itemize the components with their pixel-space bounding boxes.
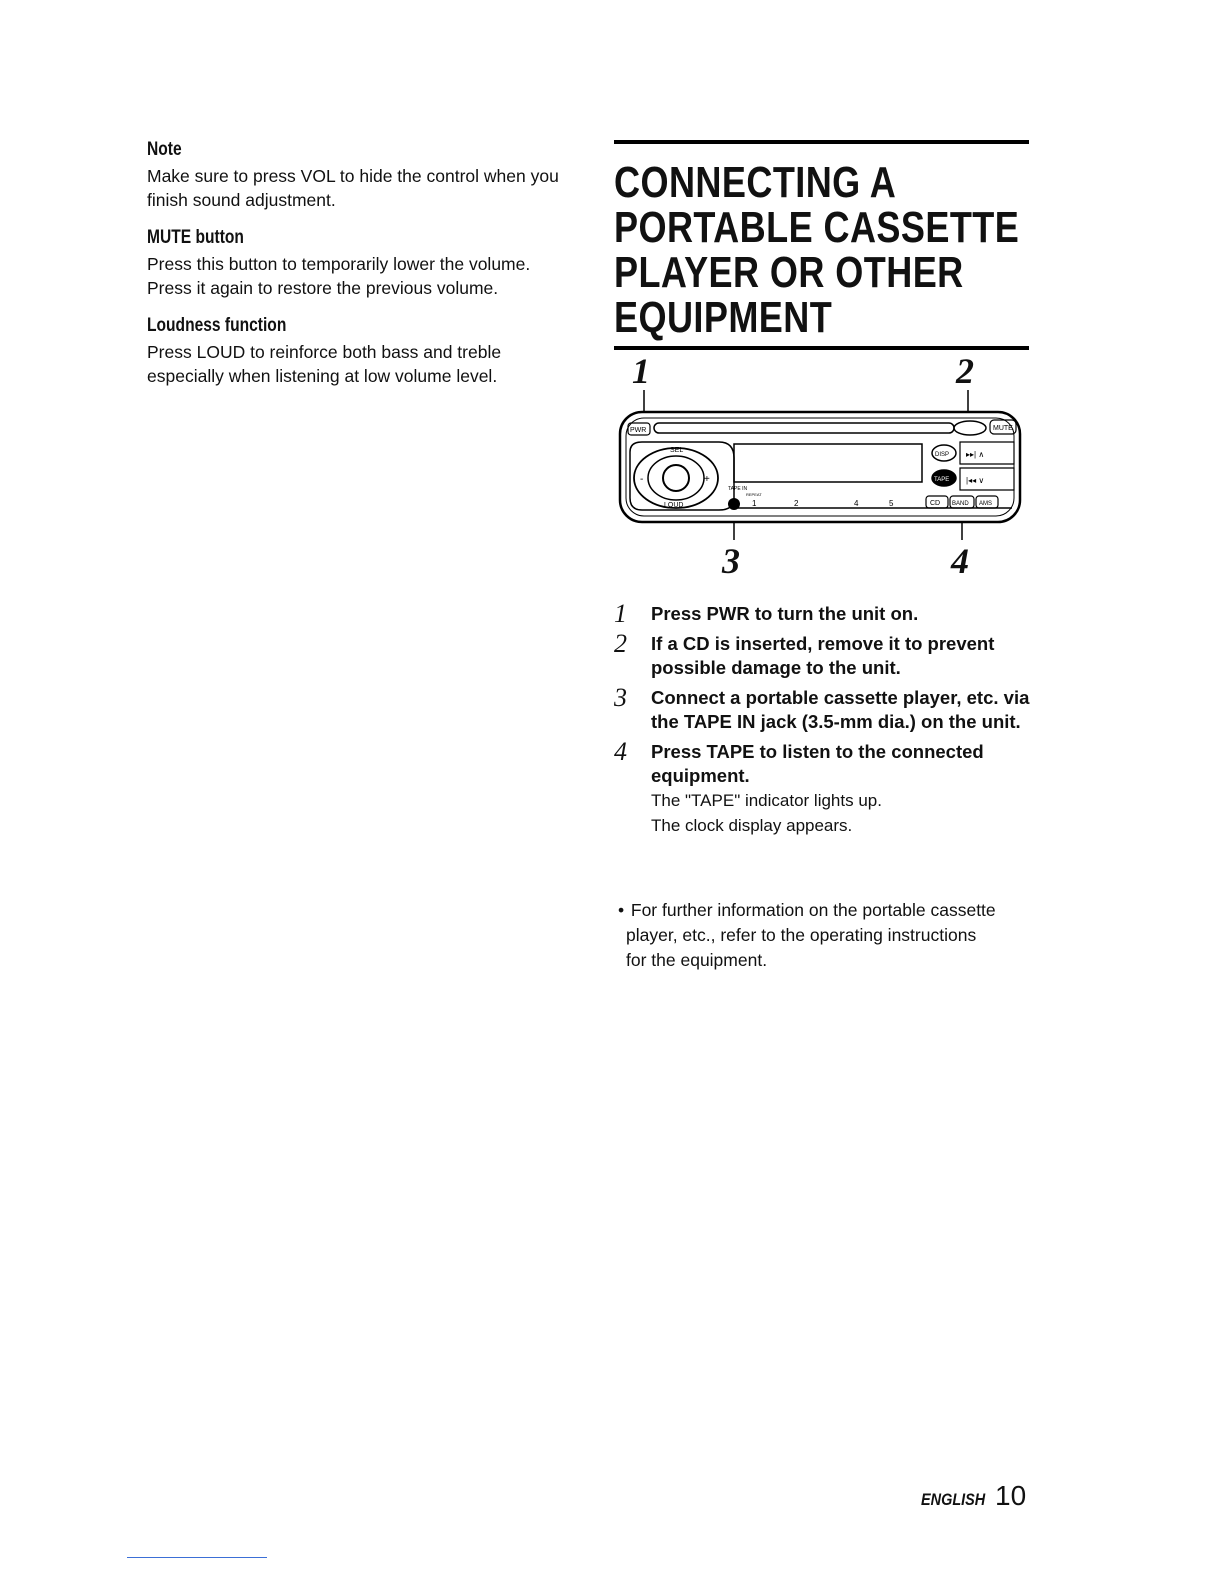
svg-text:-: - — [640, 474, 644, 485]
callout-2: 2 — [956, 351, 974, 391]
note-body: Make sure to press VOL to hide the control when you finish sound adjustment. — [147, 166, 559, 210]
steps-list — [614, 599, 1034, 838]
step-4-detail-2: The clock display appears. — [651, 816, 853, 835]
step-text: Press PWR to turn the unit on. — [651, 603, 919, 624]
svg-text:+: + — [704, 474, 710, 485]
step-number: 1 — [614, 599, 627, 628]
svg-text:▸▸| ∧: ▸▸| ∧ — [966, 450, 985, 459]
left-column — [147, 138, 567, 402]
callout-1: 1 — [632, 351, 650, 391]
note-line-3: for the equipment. — [626, 950, 768, 970]
step-item — [614, 737, 1034, 788]
step-text: Press TAPE to listen to the connected equipment. — [651, 741, 984, 786]
loudness-body: Press LOUD to reinforce both bass and treble especially when listening at low volume level. — [147, 342, 502, 386]
pwr-label: PWR — [630, 427, 647, 434]
tape-in-jack — [728, 498, 740, 510]
svg-text:|◂◂ ∨: |◂◂ ∨ — [966, 476, 985, 485]
note-line-2: player, etc., refer to the operating instructions — [626, 925, 977, 945]
ams-label: AMS — [979, 501, 993, 507]
svg-text:5: 5 — [889, 499, 894, 508]
repeat-label: REPEAT — [746, 492, 762, 497]
page-number: 10 — [995, 1480, 1027, 1511]
step-number: 4 — [614, 737, 627, 766]
callout-3: 3 — [722, 541, 740, 581]
sel-label: SEL — [670, 447, 684, 454]
svg-text:4: 4 — [854, 499, 859, 508]
mute-button-body: Press this button to temporarily lower the volume. Press it again to restore the previous volume. — [147, 254, 531, 298]
step-item — [614, 629, 1034, 680]
language-label: ENGLISH — [921, 1490, 986, 1509]
cd-label: CD — [930, 500, 941, 507]
loud-label: LOUD — [664, 502, 684, 509]
title-line-4: EQUIPMENT — [614, 293, 833, 342]
scan-edge-line — [127, 1557, 267, 1558]
step-number: 3 — [614, 683, 627, 712]
stereo-panel-figure — [614, 350, 1029, 580]
step-item — [614, 599, 1034, 628]
tape-label: TAPE — [934, 477, 950, 483]
page-title — [614, 158, 1020, 342]
stereo-drawing — [614, 380, 1029, 570]
disp-label: DISP — [935, 452, 950, 458]
step-text: Connect a portable cassette player, etc. via the TAPE IN jack (3.5-mm dia.) on the unit. — [651, 687, 1030, 732]
title-line-2: PORTABLE CASSETTE — [614, 203, 1020, 252]
step-number: 2 — [614, 629, 627, 658]
title-rule-top — [614, 140, 1029, 144]
svg-text:1: 1 — [752, 499, 757, 508]
page-footer — [921, 1480, 1026, 1512]
section-title-block — [614, 140, 1029, 350]
callout-4: 4 — [951, 541, 969, 581]
loudness-heading: Loudness function — [147, 315, 287, 336]
note-heading: Note — [147, 139, 182, 160]
mute-label: MUTE — [993, 425, 1013, 432]
bullet-mark: • — [618, 900, 625, 920]
title-line-3: PLAYER OR OTHER — [614, 248, 964, 297]
svg-text:2: 2 — [794, 499, 799, 508]
note-line-1: For further information on the portable cassette — [630, 900, 996, 920]
mute-button-heading: MUTE button — [147, 227, 244, 248]
step-text: If a CD is inserted, remove it to prevent possible damage to the unit. — [651, 633, 995, 678]
title-line-1: CONNECTING A — [614, 158, 897, 207]
bullet-note — [618, 898, 1038, 973]
step-item — [614, 683, 1034, 734]
step-4-detail-1: The "TAPE" indicator lights up. — [651, 791, 882, 810]
band-label: BAND — [952, 501, 969, 507]
tape-in-label: TAPE IN — [728, 486, 748, 492]
